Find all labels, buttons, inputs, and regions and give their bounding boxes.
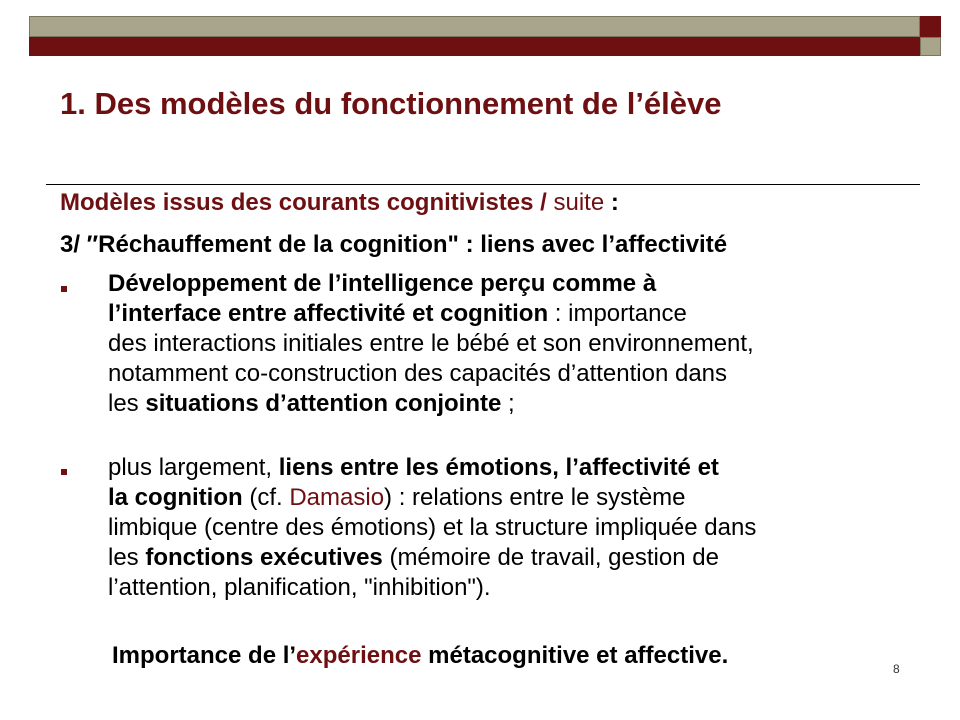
slide-title: 1. Des modèles du fonctionnement de l’élève (60, 86, 722, 121)
bullet-paragraph-2 (108, 453, 756, 603)
bullet2-line3: limbique (centre des émotions) et la structure impliquée dans (108, 514, 757, 541)
conclusion (112, 640, 728, 672)
bullet1-line5-bold: situations d’attention conjointe (145, 390, 502, 417)
bullet-paragraph-1 (108, 269, 754, 419)
bullet2-line2-post: ) : relations entre le système (384, 484, 686, 511)
bullet1-line5-post: ; (501, 390, 515, 417)
bullet1-line5-pre: les (108, 390, 146, 417)
bullet1-line4: notamment co-construction des capacités d’attention dans (108, 360, 728, 387)
bullet2-line2-bold: la cognition (108, 484, 243, 511)
corner-square-olive (920, 37, 941, 56)
header-band-red (29, 37, 920, 56)
header-band-olive (29, 16, 920, 37)
bullet1-line1: Développement de l’intelligence perçu comme à (108, 270, 657, 297)
divider-line (46, 184, 920, 185)
corner-square-red (920, 16, 941, 37)
conclusion-red: expérience (296, 642, 422, 669)
section-heading: 3/ ″Réchauffement de la cognition" : liens avec l’affectivité (60, 231, 728, 258)
bullet2-line1-bold: liens entre les émotions, l’affectivité et (278, 454, 719, 481)
bullet2-line4-post: (mémoire de travail, gestion de (382, 544, 719, 571)
conclusion-pre: Importance de l’ (112, 642, 297, 669)
bullet2-line4-pre: les (108, 544, 146, 571)
bullet1-line3: des interactions initiales entre le bébé et son environnement, (108, 330, 754, 357)
bullet2-line2-mid: (cf. (242, 484, 290, 511)
subheading-bold: Modèles issus des courants cognitivistes / (60, 189, 547, 216)
bullet1-line2-bold: l’interface entre affectivité et cognition (108, 300, 549, 327)
bullet2-line4-bold: fonctions exécutives (145, 544, 383, 571)
bullet-square-icon (61, 469, 67, 475)
bullet2-line2-red: Damasio (289, 484, 385, 511)
bullet2-line1-pre: plus largement, (108, 454, 279, 481)
slide-number: 8 (893, 662, 900, 676)
bullet-square-icon (61, 286, 67, 292)
subheading-colon: : (604, 189, 619, 216)
subheading-suite: suite (546, 189, 605, 216)
bullet1-line2-rest: : importance (548, 300, 687, 327)
subheading (60, 187, 619, 219)
bullet2-line5: l’attention, planification, "inhibition"). (108, 574, 491, 601)
conclusion-post: métacognitive et affective. (421, 642, 729, 669)
